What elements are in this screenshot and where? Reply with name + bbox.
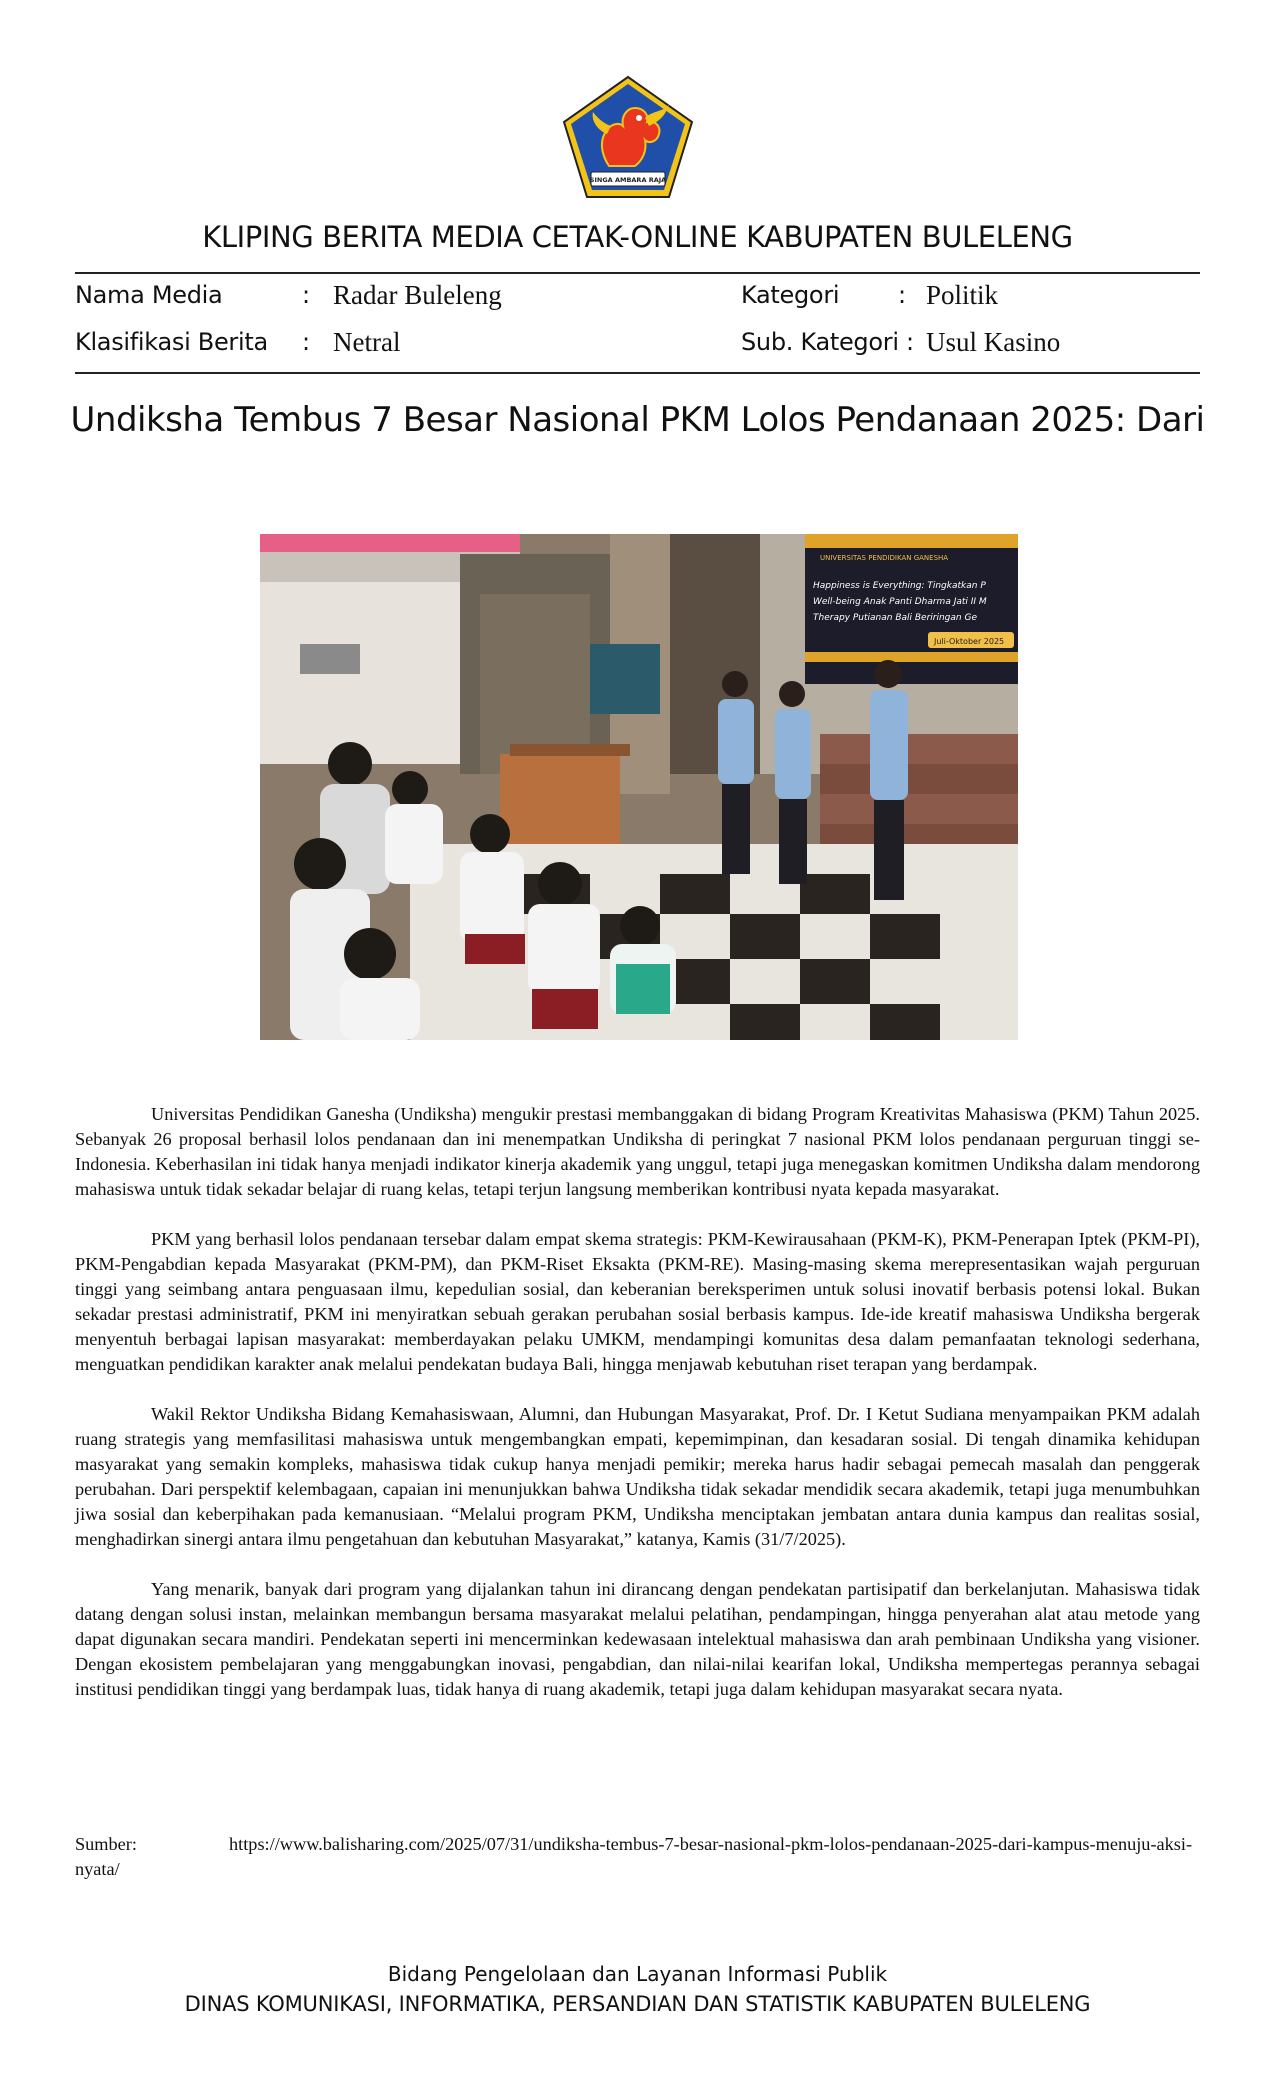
subkategori-value: Usul Kasino xyxy=(926,327,1061,357)
kategori-label: Kategori xyxy=(741,281,840,309)
buleleng-regency-crest-icon xyxy=(561,74,695,200)
source-label: Sumber: xyxy=(75,1834,137,1854)
kategori-value: Politik xyxy=(926,280,999,310)
article-body xyxy=(75,1102,1200,1727)
subkategori-label: Sub. Kategori : xyxy=(741,328,914,356)
crest-motto: SINGA AMBARA RAJA xyxy=(589,176,667,184)
banner-line-2: Happiness is Everything: Tingkatkan P xyxy=(813,581,986,591)
article-paragraph-2: PKM yang berhasil lolos pendanaan tersebar dalam empat skema strategis: PKM-Kewirausahaan (PKM-K), PKM-Penerapan Iptek (PKM-PI), PKM-Pengabdian kepada Masyarakat (PKM-PM), dan PKM-Riset Eksakta (PKM-RE). Masing-masing skema merepresentasikan wajah perguruan tinggi yang seimbang antara penguasaan ilmu, kepedulian sosial, dan keberanian bereksperimen untuk solusi inovatif berbasis potensi lokal. Bukan sekadar prestasi administratif, PKM ini menyiratkan sebuah gerakan perubahan sosial berbasis kampus. Ide-ide kreatif mahasiswa Undiksha bergerak menyentuh berbagai lapisan masyarakat: memberdayakan pelaku UMKM, mendampingi komunitas desa dalam pemanfaatan teknologi sederhana, menguatkan pendidikan karakter anak melalui pendekatan budaya Bali, hingga menjawab kebutuhan riset terapan yang berdampak. xyxy=(75,1229,1200,1374)
kategori-colon: : xyxy=(898,281,907,309)
divider-bottom xyxy=(75,372,1200,374)
article-paragraph-1: Universitas Pendidikan Ganesha (Undiksha) mengukir prestasi membanggakan di bidang Program Kreativitas Mahasiswa (PKM) Tahun 2025. Sebanyak 26 proposal berhasil lolos pendanaan dan ini menempatkan Undiksha di peringkat 7 nasional PKM lolos pendanaan perguruan tinggi se-Indonesia. Keberhasilan ini tidak hanya menjadi indikator kinerja akademik yang unggul, tetapi juga menegaskan komitmen Undiksha dalam mendorong mahasiswa untuk tidak sekadar belajar di ruang kelas, tetapi terjun langsung memberikan kontribusi nyata kepada masyarakat. xyxy=(75,1104,1200,1199)
article-headline: Undiksha Tembus 7 Besar Nasional PKM Lolos Pendanaan 2025: Dari xyxy=(70,400,1205,440)
source-url[interactable]: https://www.balisharing.com/2025/07/31/undiksha-tembus-7-besar-nasional-pkm-lolos-pendanaan-2025-dari-kampus-menuju-aksi-nyata/ xyxy=(75,1834,1193,1879)
banner-line-5: Juli-Oktober 2025 xyxy=(934,637,1005,646)
media-colon: : xyxy=(302,281,311,309)
klasifikasi-label: Klasifikasi Berita xyxy=(75,328,268,356)
source-line xyxy=(75,1832,1200,1882)
media-label: Nama Media xyxy=(75,281,223,309)
footer-department: Bidang Pengelolaan dan Layanan Informasi Publik xyxy=(387,1962,888,1986)
banner-line-1: UNIVERSITAS PENDIDIKAN GANESHA xyxy=(820,554,949,562)
banner-line-4: Therapy Putianan Bali Beriringan Ge xyxy=(813,613,977,623)
article-photo xyxy=(260,534,1018,1040)
banner-line-3: Well-being Anak Panti Dharma Jati II M xyxy=(813,597,987,607)
klasifikasi-colon: : xyxy=(302,328,311,356)
divider-top xyxy=(75,272,1200,274)
klasifikasi-value: Netral xyxy=(333,327,401,357)
article-paragraph-3: Wakil Rektor Undiksha Bidang Kemahasiswaan, Alumni, dan Hubungan Masyarakat, Prof. Dr. I Ketut Sudiana menyampaikan PKM adalah ruang strategis yang memfasilitasi mahasiswa untuk mengembangkan empati, kepemimpinan, dan kesadaran sosial. Di tengah dinamika kehidupan masyarakat yang semakin kompleks, mahasiswa tidak cukup hanya menjadi pemikir; mereka harus hadir sebagai pemecah masalah dan penggerak perubahan. Dari perspektif kelembagaan, capaian ini menunjukkan bahwa Undiksha tidak sekadar mendidik secara akademik, tetapi juga menumbuhkan jiwa sosial dan keberpihakan pada kemanusiaan. “Melalui program PKM, Undiksha menciptakan jembatan antara dunia kampus dan realitas sosial, menghadirkan sinergi antara ilmu pengetahuan dan kebutuhan Masyarakat,” katanya, Kamis (31/7/2025). xyxy=(75,1404,1200,1549)
media-value: Radar Buleleng xyxy=(333,280,502,310)
kliping-title: KLIPING BERITA MEDIA CETAK-ONLINE KABUPATEN BULELENG xyxy=(202,220,1073,254)
article-paragraph-4: Yang menarik, banyak dari program yang dijalankan tahun ini dirancang dengan pendekatan partisipatif dan berkelanjutan. Mahasiswa tidak datang dengan solusi instan, melainkan membangun bersama masyarakat melalui pelatihan, pendampingan, hingga penyerahan alat atau metode yang dapat digunakan secara mandiri. Pendekatan seperti ini mencerminkan kedewasaan intelektual mahasiswa dan arah pembinaan Undiksha yang visioner. Dengan ekosistem pembelajaran yang menggabungkan inovasi, pengabdian, dan nilai-nilai kearifan lokal, Undiksha mempertegas perannya sebagai institusi pendidikan tinggi yang berdampak luas, tidak hanya di ruang akademik, tetapi juga dalam kehidupan masyarakat secara nyata. xyxy=(75,1579,1200,1699)
footer-agency: DINAS KOMUNIKASI, INFORMATIKA, PERSANDIAN DAN STATISTIK KABUPATEN BULELENG xyxy=(184,1992,1091,2016)
